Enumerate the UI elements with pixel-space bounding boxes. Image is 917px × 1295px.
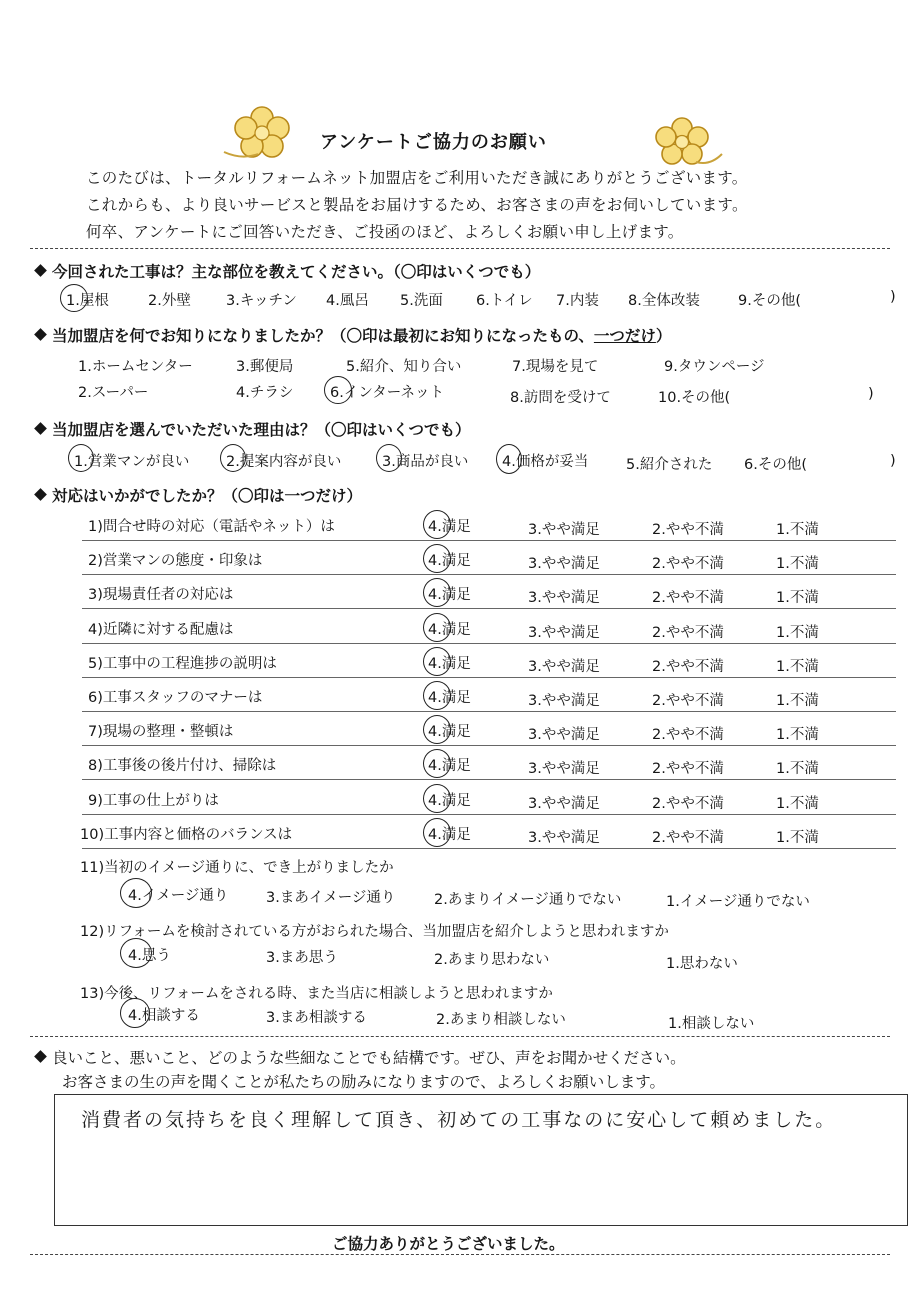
intro-line-3: 何卒、アンケートにご回答いただき、ご投函のほど、よろしくお願い申し上げます。 bbox=[86, 223, 684, 241]
answer-circle bbox=[68, 444, 94, 472]
intro-line-1: このたびは、トータルリフォームネット加盟店をご利用いただき誠にありがとうございます。 bbox=[86, 169, 748, 187]
rating-option[interactable]: 1.不満 bbox=[776, 830, 819, 846]
rating-option[interactable]: 3.やや満足 bbox=[528, 796, 600, 812]
q2-option-9[interactable]: 9.タウンページ bbox=[664, 359, 765, 375]
answer-circle bbox=[120, 878, 152, 908]
flower-icon-left bbox=[222, 102, 300, 164]
q3-option-2[interactable]: 2.提案内容が良い bbox=[226, 454, 342, 470]
q3-option-6[interactable]: 6.その他( bbox=[744, 457, 807, 473]
rating-option[interactable]: 1.不満 bbox=[776, 727, 819, 743]
rating-option[interactable]: 3.やや満足 bbox=[528, 522, 600, 538]
rating-option[interactable]: 1.不満 bbox=[776, 659, 819, 675]
q2-option-3[interactable]: 3.郵便局 bbox=[236, 359, 294, 375]
q2-option-1[interactable]: 1.ホームセンター bbox=[78, 359, 193, 375]
answer-circle bbox=[423, 715, 451, 744]
q12-option-2[interactable]: 2.あまり思わない bbox=[434, 952, 550, 968]
q1-option-9-close: ) bbox=[890, 289, 896, 305]
q11-label: 11)当初のイメージ通りに、でき上がりましたか bbox=[80, 860, 394, 876]
q3-heading-text: 当加盟店を選んでいただいた理由は？（〇印はいくつでも） bbox=[52, 421, 471, 439]
q1-option-1[interactable]: 1.屋根 bbox=[66, 293, 109, 309]
answer-circle bbox=[496, 444, 522, 474]
rating-question: 1)問合せ時の対応（電話やネット）は bbox=[88, 519, 335, 535]
q4-heading-text: 対応はいかがでしたか？（〇印は一つだけ） bbox=[52, 487, 363, 505]
rating-question: 4)近隣に対する配慮は bbox=[88, 622, 234, 638]
rating-option[interactable]: 1.不満 bbox=[776, 693, 819, 709]
rating-option[interactable]: 3.やや満足 bbox=[528, 556, 600, 572]
q4-heading bbox=[36, 484, 362, 506]
row-divider bbox=[82, 643, 896, 644]
q12-label: 12)リフォームを検討されている方がおられた場合、当加盟店を紹介しようと思われますか bbox=[80, 924, 669, 940]
comment-subheading: お客さまの生の声を聞くことが私たちの励みになりますので、よろしくお願いします。 bbox=[62, 1073, 665, 1091]
rating-option[interactable]: 2.やや不満 bbox=[652, 522, 724, 538]
rating-option[interactable]: 3.やや満足 bbox=[528, 727, 600, 743]
row-divider bbox=[82, 574, 896, 575]
q11-option-4[interactable]: 4.イメージ通り bbox=[128, 888, 229, 904]
diamond-icon bbox=[34, 1050, 47, 1063]
comment-heading-text: 良いこと、悪いこと、どのような些細なことでも結構です。ぜひ、声をお聞かせください。 bbox=[52, 1049, 686, 1067]
answer-circle bbox=[324, 376, 352, 404]
diamond-icon bbox=[34, 488, 47, 501]
answer-circle bbox=[423, 578, 451, 607]
rating-question: 10)工事内容と価格のバランスは bbox=[80, 827, 293, 843]
rating-option[interactable]: 4.満足 bbox=[428, 656, 471, 672]
page-title: アンケートご協力のお願い bbox=[320, 132, 547, 153]
rating-option[interactable]: 1.不満 bbox=[776, 590, 819, 606]
q2-heading-text: 当加盟店を何でお知りになりましたか？（〇印は最初にお知りになったもの、 bbox=[52, 327, 594, 345]
rating-option[interactable]: 2.やや不満 bbox=[652, 727, 724, 743]
answer-circle bbox=[423, 510, 451, 539]
rating-option[interactable]: 3.やや満足 bbox=[528, 625, 600, 641]
rating-option[interactable]: 4.満足 bbox=[428, 793, 471, 809]
answer-circle bbox=[423, 749, 451, 778]
q1-option-4[interactable]: 4.風呂 bbox=[326, 293, 369, 309]
answer-circle bbox=[423, 613, 451, 642]
rating-option[interactable]: 1.不満 bbox=[776, 761, 819, 777]
rating-option[interactable]: 4.満足 bbox=[428, 758, 471, 774]
answer-circle bbox=[220, 444, 246, 472]
rating-option[interactable]: 1.不満 bbox=[776, 556, 819, 572]
rating-option[interactable]: 3.やや満足 bbox=[528, 761, 600, 777]
rating-option[interactable]: 4.満足 bbox=[428, 622, 471, 638]
intro-line-2: これからも、より良いサービスと製品をお届けするため、お客さまの声をお伺いしています。 bbox=[86, 196, 748, 214]
rating-option[interactable]: 2.やや不満 bbox=[652, 830, 724, 846]
row-divider bbox=[82, 677, 896, 678]
answer-circle bbox=[423, 681, 451, 710]
answer-circle bbox=[60, 284, 88, 312]
rating-option[interactable]: 4.満足 bbox=[428, 587, 471, 603]
row-divider bbox=[82, 779, 896, 780]
rating-question: 9)工事の仕上がりは bbox=[88, 793, 219, 809]
q2-heading bbox=[36, 324, 671, 346]
q1-heading-text: 今回された工事は？主な部位を教えてください。（〇印はいくつでも） bbox=[52, 263, 541, 281]
answer-circle bbox=[423, 544, 451, 573]
q2-option-6[interactable]: 6.インターネット bbox=[330, 385, 445, 401]
answer-circle bbox=[423, 647, 451, 676]
diamond-icon bbox=[34, 422, 47, 435]
q1-option-7[interactable]: 7.内装 bbox=[556, 293, 599, 309]
rating-option[interactable]: 4.満足 bbox=[428, 519, 471, 535]
rating-option[interactable]: 2.やや不満 bbox=[652, 761, 724, 777]
rating-option[interactable]: 4.満足 bbox=[428, 724, 471, 740]
answer-circle bbox=[423, 818, 451, 847]
rating-question: 6)工事スタッフのマナーは bbox=[88, 690, 263, 706]
q1-option-3[interactable]: 3.キッチン bbox=[226, 293, 297, 309]
rating-option[interactable]: 2.やや不満 bbox=[652, 625, 724, 641]
q12-option-4[interactable]: 4.思う bbox=[128, 948, 171, 964]
diamond-icon bbox=[34, 328, 47, 341]
answer-circle bbox=[120, 998, 150, 1028]
q2-option-2[interactable]: 2.スーパー bbox=[78, 385, 149, 401]
rating-option[interactable]: 3.やや満足 bbox=[528, 590, 600, 606]
rating-option[interactable]: 2.やや不満 bbox=[652, 556, 724, 572]
row-divider bbox=[82, 711, 896, 712]
q2-option-4[interactable]: 4.チラシ bbox=[236, 385, 294, 401]
rating-option[interactable]: 2.やや不満 bbox=[652, 659, 724, 675]
answer-circle bbox=[120, 938, 152, 968]
q1-option-5[interactable]: 5.洗面 bbox=[400, 293, 443, 309]
q3-heading bbox=[36, 418, 471, 440]
rating-option[interactable]: 2.やや不満 bbox=[652, 590, 724, 606]
q3-option-1[interactable]: 1.営業マンが良い bbox=[74, 454, 190, 470]
comment-heading bbox=[36, 1046, 686, 1068]
q1-option-2[interactable]: 2.外壁 bbox=[148, 293, 191, 309]
rating-option[interactable]: 1.不満 bbox=[776, 522, 819, 538]
q2-option-10-close: ) bbox=[868, 386, 874, 402]
comment-box[interactable] bbox=[54, 1094, 908, 1226]
footer-thanks: ご協力ありがとうございました。 bbox=[326, 1232, 571, 1254]
q13-label: 13)今後、リフォームをされる時、また当店に相談しようと思われますか bbox=[80, 986, 553, 1002]
rating-question: 5)工事中の工程進捗の説明は bbox=[88, 656, 277, 672]
rating-option[interactable]: 3.やや満足 bbox=[528, 659, 600, 675]
q2-option-7[interactable]: 7.現場を見て bbox=[512, 359, 599, 375]
rating-option[interactable]: 4.満足 bbox=[428, 553, 471, 569]
q11-option-1[interactable]: 1.イメージ通りでない bbox=[666, 894, 810, 910]
rating-option[interactable]: 2.やや不満 bbox=[652, 693, 724, 709]
rating-question: 7)現場の整理・整頓は bbox=[88, 724, 234, 740]
q2-option-10[interactable]: 10.その他( bbox=[658, 390, 731, 406]
q11-option-3[interactable]: 3.まあイメージ通り bbox=[266, 890, 396, 906]
rating-option[interactable]: 3.やや満足 bbox=[528, 693, 600, 709]
q12-option-1[interactable]: 1.思わない bbox=[666, 956, 738, 972]
q2-heading-emphasis: 一つだけ bbox=[593, 327, 656, 345]
q2-option-5[interactable]: 5.紹介、知り合い bbox=[346, 359, 462, 375]
q13-option-2[interactable]: 2.あまり相談しない bbox=[436, 1012, 566, 1028]
rating-option[interactable]: 4.満足 bbox=[428, 690, 471, 706]
row-divider bbox=[82, 745, 896, 746]
rating-option[interactable]: 1.不満 bbox=[776, 796, 819, 812]
q2-heading-close: ） bbox=[655, 327, 672, 345]
q3-option-3[interactable]: 3.商品が良い bbox=[382, 454, 469, 470]
rating-question: 3)現場責任者の対応は bbox=[88, 587, 234, 603]
flower-icon-right bbox=[648, 114, 724, 174]
q11-option-2[interactable]: 2.あまりイメージ通りでない bbox=[434, 892, 622, 908]
answer-circle bbox=[423, 784, 451, 813]
row-divider bbox=[82, 814, 896, 815]
q3-option-5[interactable]: 5.紹介された bbox=[626, 457, 713, 473]
q2-option-8[interactable]: 8.訪問を受けて bbox=[510, 390, 611, 406]
rating-question: 2)営業マンの態度・印象は bbox=[88, 553, 263, 569]
q3-option-4[interactable]: 4.価格が妥当 bbox=[502, 454, 589, 470]
q1-option-8[interactable]: 8.全体改装 bbox=[628, 293, 700, 309]
q12-option-3[interactable]: 3.まあ思う bbox=[266, 950, 338, 966]
divider bbox=[30, 248, 890, 249]
q1-heading bbox=[36, 260, 540, 282]
q13-option-3[interactable]: 3.まあ相談する bbox=[266, 1010, 367, 1026]
rating-option[interactable]: 2.やや不満 bbox=[652, 796, 724, 812]
rating-option[interactable]: 1.不満 bbox=[776, 625, 819, 641]
q1-option-6[interactable]: 6.トイレ bbox=[476, 293, 533, 309]
row-divider bbox=[82, 540, 896, 541]
rating-option[interactable]: 4.満足 bbox=[428, 827, 471, 843]
q13-option-1[interactable]: 1.相談しない bbox=[668, 1016, 755, 1032]
q13-option-4[interactable]: 4.相談する bbox=[128, 1008, 200, 1024]
handwritten-comment: 消費者の気持ちを良く理解して頂き、初めての工事なのに安心して頼めました。 bbox=[81, 1109, 837, 1131]
diamond-icon bbox=[34, 264, 47, 277]
q3-option-6-close: ) bbox=[890, 453, 896, 469]
row-divider bbox=[82, 848, 896, 849]
q1-option-9[interactable]: 9.その他( bbox=[738, 293, 801, 309]
divider bbox=[30, 1254, 890, 1255]
answer-circle bbox=[376, 444, 402, 472]
divider bbox=[30, 1036, 890, 1037]
rating-question: 8)工事後の後片付け、掃除は bbox=[88, 758, 277, 774]
row-divider bbox=[82, 608, 896, 609]
rating-option[interactable]: 3.やや満足 bbox=[528, 830, 600, 846]
